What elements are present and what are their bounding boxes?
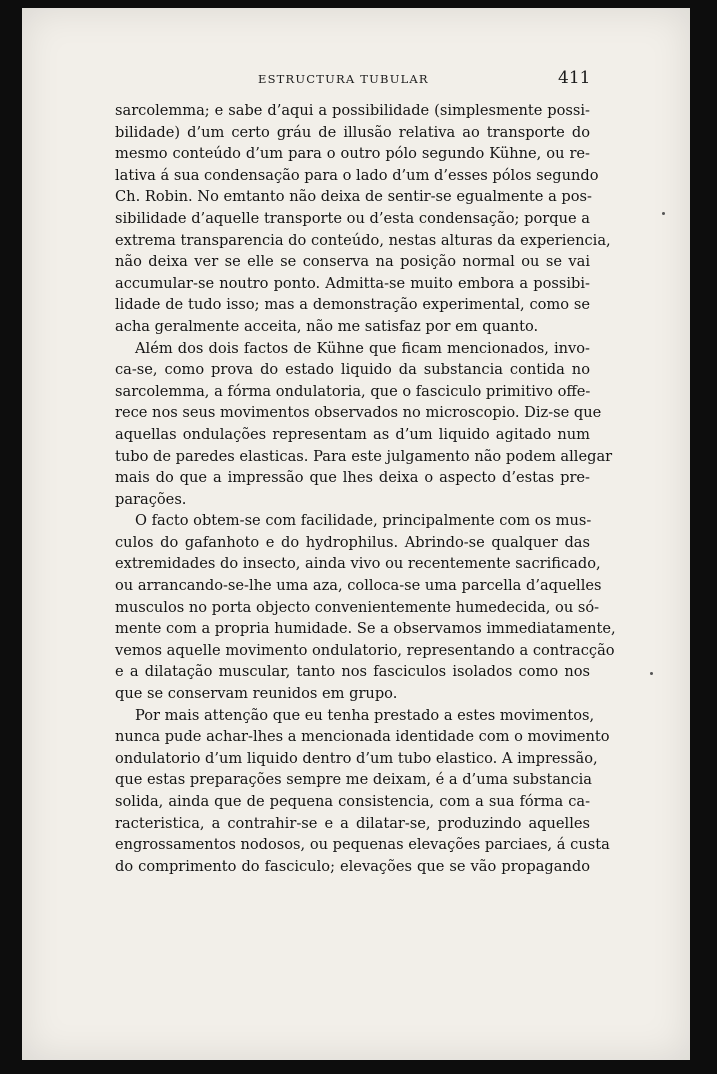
text-line: lativa á sua condensação para o lado d’um d’esses pólos segundo [115,166,599,184]
speck-mark [662,212,665,215]
text-line: Por mais attenção que eu tenha prestado a estes movimentos, [135,706,595,724]
text-line: Ch. Robin. No emtanto não deixa de sentir-se egualmente a pos- [115,188,592,206]
text-line: ondulatorio d’um liquido dentro d’um tubo elastico. A impressão, [115,749,598,767]
speck-mark [650,672,653,675]
text-line: solida, ainda que de pequena consistencia, com a sua fórma ca- [115,793,590,810]
text-line: acha geralmente acceita, não me satisfaz por em quanto. [115,317,539,335]
page-header [22,68,690,94]
text-line: mesmo conteúdo d’um para o outro pólo segundo Kühne, ou re- [115,145,590,163]
text-line: rece nos seus movimentos observados no microscopio. Diz-se que [115,404,602,422]
text-line: vemos aquelle movimento ondulatorio, representando a contracção [115,641,615,659]
text-line: que se conservam reunidos em grupo. [115,685,398,703]
text-line: lidade de tudo isso; mas a demonstração experimental, como se [115,296,590,314]
text-line: sarcolemma; e sabe d’aqui a possibilidade (simplesmente possi- [115,102,590,119]
text-line: O facto obtem-se com facilidade, principalmente com os mus- [135,512,592,530]
text-line: ou arrancando-se-lhe uma aza, colloca-se uma parcella d’aquelles [115,577,602,595]
text-line: do comprimento do fasciculo; elevações que se vão propagando [115,857,590,875]
text-line: nunca pude achar-lhes a mencionada identidade com o movimento [115,728,610,746]
text-line: Além dos dois factos de Kühne que ficam mencionados, invo- [135,339,590,357]
text-line: tubo de paredes elasticas. Para este julgamento não podem allegar [115,447,613,465]
text-line: parações. [115,490,187,508]
book-page [22,8,690,1060]
running-title: ESTRUCTURA TUBULAR [258,72,429,86]
text-line: não deixa ver se elle se conserva na posição normal ou se vai [115,253,590,271]
text-line: que estas preparações sempre me deixam, é a d’uma substancia [115,771,592,789]
text-line: aquellas ondulações representam as d’um liquido agitado num [115,425,590,443]
text-line: sibilidade d’aquelle transporte ou d’esta condensação; porque a [115,209,590,227]
text-line: ca-se, como prova do estado liquido da substancia contida no [115,361,590,379]
text-line: mais do que a impressão que lhes deixa o aspecto d’estas pre- [115,469,590,487]
text-line: mente com a propria humidade. Se a observamos immediatamente, [115,620,616,638]
text-line: e a dilatação muscular, tanto nos fasciculos isolados como nos [115,663,590,681]
text-line: bilidade) d’um certo gráu de illusão relativa ao transporte do [115,123,590,141]
text-line: engrossamentos nodosos, ou pequenas elevações parciaes, á custa [115,836,610,854]
text-line: extrema transparencia do conteúdo, nestas alturas da experiencia, [115,231,611,249]
page-number: 411 [558,68,591,88]
body-text [115,100,616,877]
text-line: extremidades do insecto, ainda vivo ou recentemente sacrificado, [115,555,601,573]
text-line: sarcolemma, a fórma ondulatoria, que o fasciculo primitivo offe- [115,382,591,400]
text-line: racteristica, a contrahir-se e a dilatar-se, produzindo aquelles [115,814,590,832]
text-line: accumular-se noutro ponto. Admitta-se muito embora a possibi- [115,274,590,292]
text-line: culos do gafanhoto e do hydrophilus. Abrindo-se qualquer das [115,533,590,551]
text-line: musculos no porta objecto convenientemente humedecida, ou só- [115,598,600,616]
